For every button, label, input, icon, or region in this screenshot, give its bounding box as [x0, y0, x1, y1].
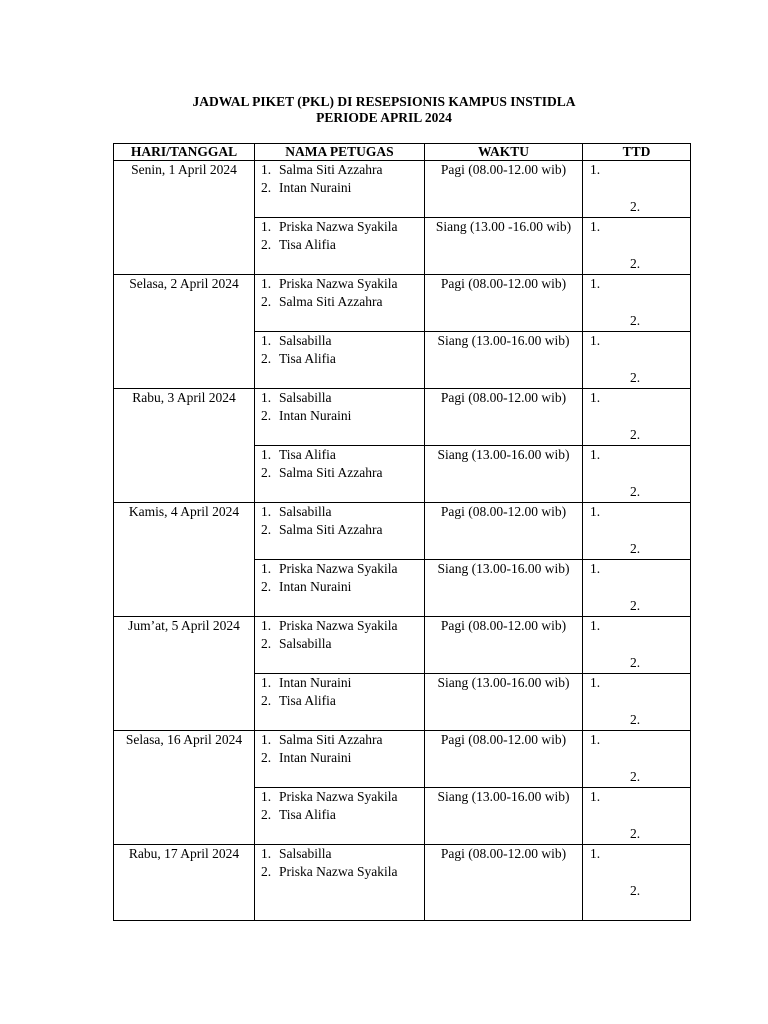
staff-list-item: [255, 863, 424, 881]
staff-list-item: [255, 407, 424, 425]
signature-marker-2: 2.: [630, 541, 641, 556]
table-row: [114, 731, 691, 788]
list-number: 2.: [261, 465, 272, 480]
signature-cell: [583, 845, 691, 921]
staff-name: Priska Nazwa Syakila: [279, 864, 398, 879]
list-number: 1.: [261, 276, 272, 291]
signature-cell: [583, 617, 691, 674]
signature-marker-1: 1.: [590, 675, 601, 690]
shift-time-cell: Siang (13.00-16.00 wib): [425, 674, 583, 731]
signature-marker-2: 2.: [630, 370, 641, 385]
table-row: [114, 845, 691, 921]
staff-names-cell: [255, 788, 425, 845]
signature-marker-2: 2.: [630, 655, 641, 670]
staff-name: Salsabilla: [279, 504, 332, 519]
staff-names-cell: [255, 446, 425, 503]
staff-list-item: [255, 674, 424, 692]
column-header-names: NAMA PETUGAS: [255, 144, 425, 161]
list-number: 2.: [261, 750, 272, 765]
signature-marker-2: 2.: [630, 199, 641, 214]
list-number: 1.: [261, 390, 272, 405]
list-number: 1.: [261, 504, 272, 519]
staff-list-item: [255, 845, 424, 863]
staff-list-item: [255, 560, 424, 578]
shift-time-cell: Pagi (08.00-12.00 wib): [425, 275, 583, 332]
list-number: 1.: [261, 162, 272, 177]
staff-list-item: [255, 179, 424, 197]
list-number: 1.: [261, 789, 272, 804]
staff-list-item: [255, 446, 424, 464]
signature-cell: [583, 275, 691, 332]
staff-name: Salma Siti Azzahra: [279, 732, 383, 747]
staff-list-item: [255, 464, 424, 482]
staff-name: Tisa Alifia: [279, 447, 336, 462]
list-number: 2.: [261, 864, 272, 879]
staff-name: Priska Nazwa Syakila: [279, 618, 398, 633]
list-number: 2.: [261, 237, 272, 252]
staff-name: Salma Siti Azzahra: [279, 162, 383, 177]
list-number: 1.: [261, 846, 272, 861]
signature-marker-1: 1.: [590, 846, 601, 861]
staff-list-item: [255, 692, 424, 710]
table-row: [114, 389, 691, 446]
signature-marker-1: 1.: [590, 504, 601, 519]
table-row: [114, 503, 691, 560]
staff-name: Priska Nazwa Syakila: [279, 219, 398, 234]
staff-name: Tisa Alifia: [279, 693, 336, 708]
list-number: 1.: [261, 561, 272, 576]
staff-names-cell: [255, 503, 425, 560]
list-number: 1.: [261, 219, 272, 234]
signature-cell: [583, 560, 691, 617]
signature-cell: [583, 731, 691, 788]
staff-name: Tisa Alifia: [279, 351, 336, 366]
signature-marker-1: 1.: [590, 276, 601, 291]
signature-marker-1: 1.: [590, 618, 601, 633]
document-subtitle: PERIODE APRIL 2024: [316, 110, 452, 125]
staff-name: Intan Nuraini: [279, 579, 352, 594]
staff-list-item: [255, 161, 424, 179]
staff-list-item: [255, 749, 424, 767]
list-number: 2.: [261, 807, 272, 822]
table-row: [114, 617, 691, 674]
staff-name: Salma Siti Azzahra: [279, 465, 383, 480]
staff-list-item: [255, 503, 424, 521]
signature-cell: [583, 788, 691, 845]
signature-cell: [583, 674, 691, 731]
staff-list-item: [255, 218, 424, 236]
signature-cell: [583, 218, 691, 275]
staff-list-item: [255, 806, 424, 824]
list-number: 1.: [261, 618, 272, 633]
schedule-body: [114, 161, 691, 921]
list-number: 1.: [261, 447, 272, 462]
list-number: 2.: [261, 522, 272, 537]
signature-marker-1: 1.: [590, 447, 601, 462]
day-date-cell: Kamis, 4 April 2024: [114, 503, 255, 617]
staff-list-item: [255, 521, 424, 539]
signature-marker-1: 1.: [590, 219, 601, 234]
signature-cell: [583, 503, 691, 560]
day-date-cell: Selasa, 16 April 2024: [114, 731, 255, 845]
signature-marker-2: 2.: [630, 427, 641, 442]
signature-marker-1: 1.: [590, 162, 601, 177]
shift-time-cell: Siang (13.00-16.00 wib): [425, 560, 583, 617]
signature-marker-2: 2.: [630, 313, 641, 328]
table-row: [114, 275, 691, 332]
signature-marker-2: 2.: [630, 712, 641, 727]
signature-marker-2: 2.: [630, 826, 641, 841]
staff-name: Priska Nazwa Syakila: [279, 276, 398, 291]
staff-names-cell: [255, 674, 425, 731]
shift-time-cell: Pagi (08.00-12.00 wib): [425, 845, 583, 921]
signature-marker-2: 2.: [630, 883, 641, 898]
staff-name: Salsabilla: [279, 390, 332, 405]
staff-names-cell: [255, 389, 425, 446]
table-header-row: [114, 144, 691, 161]
staff-list-item: [255, 275, 424, 293]
column-header-signature: TTD: [583, 144, 691, 161]
shift-time-cell: Pagi (08.00-12.00 wib): [425, 617, 583, 674]
staff-name: Tisa Alifia: [279, 807, 336, 822]
signature-marker-2: 2.: [630, 256, 641, 271]
list-number: 2.: [261, 180, 272, 195]
document-title: JADWAL PIKET (PKL) DI RESEPSIONIS KAMPUS INSTIDLA: [192, 94, 576, 109]
signature-marker-1: 1.: [590, 333, 601, 348]
staff-name: Tisa Alifia: [279, 237, 336, 252]
shift-time-cell: Siang (13.00 -16.00 wib): [425, 218, 583, 275]
day-date-cell: Jum’at, 5 April 2024: [114, 617, 255, 731]
staff-list-item: [255, 389, 424, 407]
staff-name: Salma Siti Azzahra: [279, 522, 383, 537]
shift-time-cell: Pagi (08.00-12.00 wib): [425, 161, 583, 218]
staff-list-item: [255, 236, 424, 254]
staff-names-cell: [255, 731, 425, 788]
shift-time-cell: Siang (13.00-16.00 wib): [425, 332, 583, 389]
list-number: 1.: [261, 675, 272, 690]
staff-name: Intan Nuraini: [279, 180, 352, 195]
staff-name: Intan Nuraini: [279, 750, 352, 765]
list-number: 2.: [261, 408, 272, 423]
staff-names-cell: [255, 617, 425, 674]
staff-list-item: [255, 293, 424, 311]
staff-list-item: [255, 788, 424, 806]
staff-list-item: [255, 731, 424, 749]
list-number: 2.: [261, 351, 272, 366]
staff-list-item: [255, 635, 424, 653]
day-date-cell: Rabu, 17 April 2024: [114, 845, 255, 921]
list-number: 2.: [261, 294, 272, 309]
signature-cell: [583, 389, 691, 446]
staff-name: Intan Nuraini: [279, 675, 352, 690]
staff-names-cell: [255, 218, 425, 275]
shift-time-cell: Siang (13.00-16.00 wib): [425, 788, 583, 845]
staff-names-cell: [255, 332, 425, 389]
signature-marker-1: 1.: [590, 732, 601, 747]
day-date-cell: Rabu, 3 April 2024: [114, 389, 255, 503]
staff-name: Priska Nazwa Syakila: [279, 561, 398, 576]
signature-marker-2: 2.: [630, 769, 641, 784]
signature-cell: [583, 332, 691, 389]
list-number: 1.: [261, 732, 272, 747]
signature-marker-1: 1.: [590, 561, 601, 576]
list-number: 2.: [261, 579, 272, 594]
signature-marker-2: 2.: [630, 598, 641, 613]
staff-names-cell: [255, 845, 425, 921]
day-date-cell: Selasa, 2 April 2024: [114, 275, 255, 389]
staff-name: Salma Siti Azzahra: [279, 294, 383, 309]
list-number: 2.: [261, 636, 272, 651]
list-number: 2.: [261, 693, 272, 708]
shift-time-cell: Pagi (08.00-12.00 wib): [425, 389, 583, 446]
list-number: 1.: [261, 333, 272, 348]
schedule-table: [113, 143, 691, 921]
signature-marker-1: 1.: [590, 390, 601, 405]
staff-name: Salsabilla: [279, 636, 332, 651]
staff-names-cell: [255, 275, 425, 332]
day-date-cell: Senin, 1 April 2024: [114, 161, 255, 275]
staff-list-item: [255, 578, 424, 596]
staff-name: Intan Nuraini: [279, 408, 352, 423]
signature-marker-2: 2.: [630, 484, 641, 499]
staff-names-cell: [255, 161, 425, 218]
staff-name: Salsabilla: [279, 333, 332, 348]
signature-marker-1: 1.: [590, 789, 601, 804]
signature-cell: [583, 161, 691, 218]
column-header-date: HARI/TANGGAL: [114, 144, 255, 161]
column-header-time: WAKTU: [425, 144, 583, 161]
shift-time-cell: Pagi (08.00-12.00 wib): [425, 731, 583, 788]
staff-list-item: [255, 617, 424, 635]
table-row: [114, 161, 691, 218]
staff-list-item: [255, 350, 424, 368]
staff-list-item: [255, 332, 424, 350]
staff-name: Salsabilla: [279, 846, 332, 861]
staff-name: Priska Nazwa Syakila: [279, 789, 398, 804]
shift-time-cell: Pagi (08.00-12.00 wib): [425, 503, 583, 560]
staff-names-cell: [255, 560, 425, 617]
shift-time-cell: Siang (13.00-16.00 wib): [425, 446, 583, 503]
signature-cell: [583, 446, 691, 503]
